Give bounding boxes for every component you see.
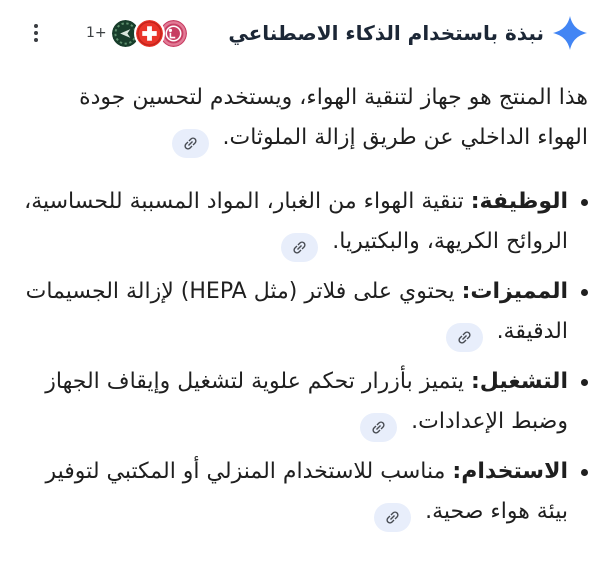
ai-sparkle-icon <box>552 15 588 51</box>
bullet-icon <box>581 199 588 206</box>
bullet-text: تنقية الهواء من الغبار، المواد المسببة للحساسية، الروائح الكريهة، والبكتيريا. <box>24 189 568 254</box>
more-options-button[interactable] <box>24 21 48 45</box>
kebab-menu-icon-dot <box>34 31 38 35</box>
bullet-text-block <box>24 182 568 262</box>
bullet-icon <box>581 469 588 476</box>
citation-link-chip[interactable] <box>446 323 483 352</box>
bullet-text: يحتوي على فلاتر (مثل HEPA) لإزالة الجسيمات الدقيقة. <box>25 279 568 344</box>
summary-bullet-list <box>24 182 588 532</box>
citation-link-chip[interactable] <box>281 233 318 262</box>
summary-intro-text: هذا المنتج هو جهاز لتنقية الهواء، ويستخدم لتحسين جودة الهواء الداخلي عن طريق إزالة الملوثات. <box>79 85 588 150</box>
bullet-text-block <box>24 362 568 442</box>
kebab-menu-icon-dot2 <box>34 38 38 42</box>
source-avatars-group[interactable] <box>110 18 189 49</box>
link-icon <box>370 419 387 436</box>
citation-link-chip[interactable] <box>172 129 209 158</box>
bullet-label: المميزات: <box>461 279 568 304</box>
link-icon <box>182 135 199 152</box>
link-icon <box>384 509 401 526</box>
bullet-icon <box>581 379 588 386</box>
bullet-label: التشغيل: <box>470 369 568 394</box>
link-icon <box>456 329 473 346</box>
kebab-menu-icon <box>34 24 38 28</box>
ai-summary-header <box>24 14 588 52</box>
summary-bullet-item <box>24 452 588 532</box>
summary-bullet-item <box>24 272 588 352</box>
red-cross-store-icon <box>134 18 165 49</box>
summary-intro <box>24 78 588 158</box>
summary-bullet-item <box>24 362 588 442</box>
summary-bullet-item <box>24 182 588 262</box>
citation-link-chip[interactable] <box>374 503 411 532</box>
bullet-text: يتميز بأزرار تحكم علوية لتشغيل وإيقاف الجهاز وضبط الإعدادات. <box>45 369 568 434</box>
citation-link-chip[interactable] <box>360 413 397 442</box>
bullet-text-block <box>24 452 568 532</box>
more-sources-count[interactable]: +1 <box>86 25 107 41</box>
bullet-label: الوظيفة: <box>470 189 568 214</box>
bullet-icon <box>581 289 588 296</box>
link-icon <box>291 239 308 256</box>
bullet-text: مناسب للاستخدام المنزلي أو المكتبي لتوفير بيئة هواء صحية. <box>45 459 568 524</box>
bullet-label: الاستخدام: <box>452 459 568 484</box>
bullet-text-block <box>24 272 568 352</box>
ai-summary-title: نبذة باستخدام الذكاء الاصطناعي <box>228 21 544 45</box>
